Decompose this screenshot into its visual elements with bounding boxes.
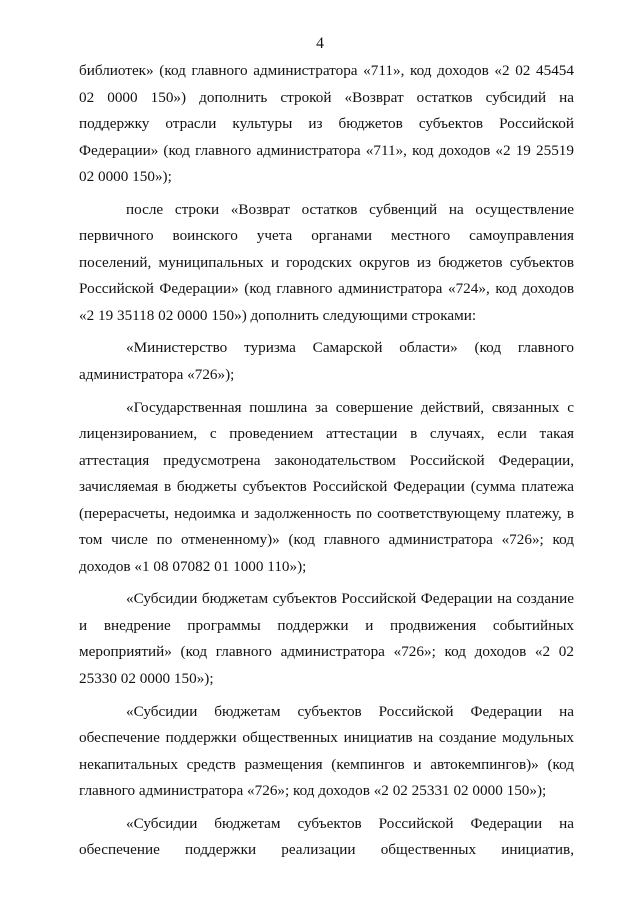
paragraph-subsidies-public-initiatives: «Субсидии бюджетам субъектов Российской Федерации на обеспечение поддержки реализации общественных инициатив, (79, 814, 574, 859)
paragraph-subsidies-event-program: «Субсидии бюджетам субъектов Российской Федерации на создание и внедрение программы поддержки и продвижения событийных мероприятий» (код главного администратора «726»; код доходов «2 02 25330 02 0000 150»); (79, 590, 574, 688)
paragraph-subsidies-modular-accommodation: «Субсидии бюджетам субъектов Российской Федерации на обеспечение поддержки общественных инициатив на создание модульных некапитальных средств размещения (кемпингов и автокемпингов)» (код главного администратора «726»; код доходов «2 02 25331 02 0000 150»); (79, 702, 574, 800)
paragraph-libraries-continuation: библиотек» (код главного администратора «711», код доходов «2 02 45454 02 0000 150») дополнить строкой «Возврат остатков субсидий на поддержку отрасли культуры из бюджетов субъектов Российской Федерации» (код главного администратора «711», код доходов «2 19 25519 02 0000 150»); (79, 62, 574, 186)
paragraph-state-duty-licensing: «Государственная пошлина за совершение действий, связанных с лицензированием, с проведением аттестации в случаях, если такая аттестация предусмотрена законодательством Российской Федерации, зачисляемая в бюджеты субъектов Российской Федерации (сумма платежа (перерасчеты, недоимка и задолженность по соответствующему платежу, в том числе по отмененному)» (код главного администратора «726»; код доходов «1 08 07082 01 1000 110»); (79, 398, 574, 575)
paragraph-ministry-of-tourism: «Министерство туризма Самарской области» (код главного администратора «726»); (79, 339, 574, 384)
document-body (79, 58, 574, 864)
page-number: 4 (316, 35, 324, 52)
paragraph-after-line-military-registration: после строки «Возврат остатков субвенций на осуществление первичного воинского учета органами местного самоуправления поселений, муниципальных и городских округов из бюджетов субъектов Российской Федерации» (код главного администратора «724», код доходов «2 19 35118 02 0000 150») дополнить следующими строками: (79, 200, 574, 324)
